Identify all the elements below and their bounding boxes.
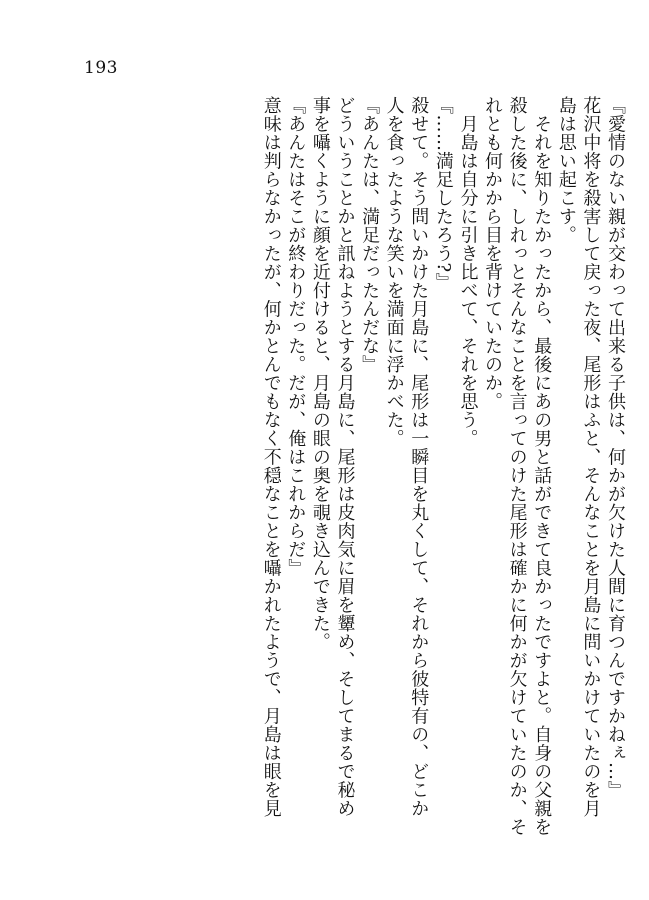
text-line: 殺した後に、しれっとそんなことを言ってのけた尾形は確かに何かが欠けていたのか、そ (506, 96, 528, 836)
text-line: 島は思い起こす。 (555, 96, 577, 244)
text-line: 『あんたはそこが終わりだった。だが、俺はこれからだ』 (285, 96, 307, 577)
text-line: 『……満足したろう?』 (432, 96, 454, 292)
text-line: 『愛情のない親が交わって出来る子供は、何かが欠けた人間に育つんですかねぇ…』 (605, 96, 626, 799)
text-line: 意味は判らなかったが、何かとんでもなく不穏なことを囁かれたようで、月島は眼を見 (260, 96, 282, 818)
text-line: それを知りたかったから、最後にあの男と話ができて良かったですよと。自身の父親を (531, 96, 553, 836)
text-line: どういうことかと訊ねようとする月島に、尾形は皮肉気に眉を顰め、そしてまるで秘め (334, 96, 356, 818)
text-line: 事を囁くように顔を近付けると、月島の眼の奥を覗き込んできた。 (309, 96, 331, 651)
text-line: 殺せて。そう問いかけた月島に、尾形は一瞬目を丸くして、それから彼特有の、どこか (408, 96, 430, 818)
text-line: 花沢中将を殺害して戻った夜、尾形はふと、そんなことを月島に問いかけていたのを月 (580, 96, 602, 818)
body-text (258, 96, 627, 886)
text-line: 『あんたは、満足だったんだな』 (359, 96, 381, 374)
page-number: 193 (84, 58, 118, 78)
text-line: 人を食ったような笑いを満面に浮かべた。 (383, 96, 405, 448)
text-line: れとも何かから目を背けていたのか。 (482, 96, 504, 411)
text-line: 月島は自分に引き比べて、それを思う。 (457, 96, 479, 448)
